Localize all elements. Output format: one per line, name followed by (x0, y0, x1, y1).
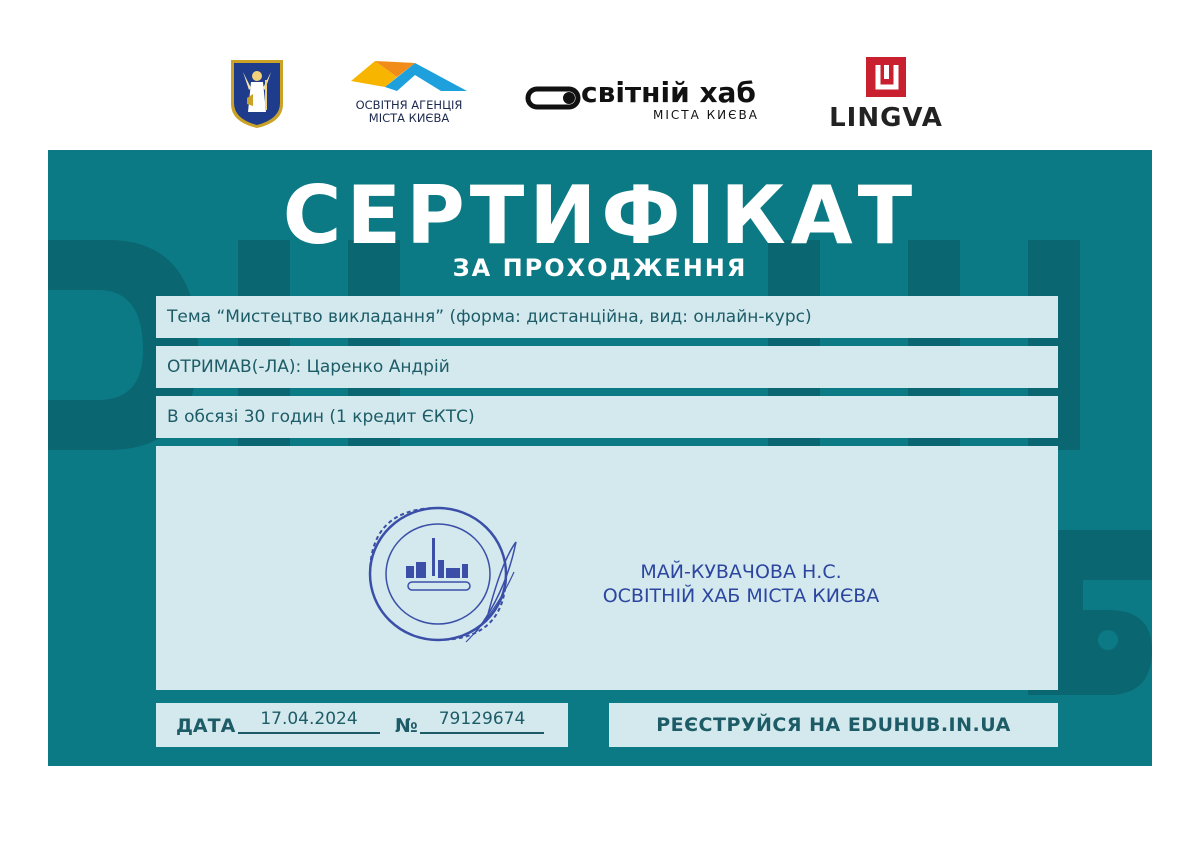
hub-pill-icon (525, 86, 583, 112)
signer-block (516, 560, 966, 608)
agency-name-line1: ОСВІТНЯ АГЕНЦІЯ (355, 98, 463, 112)
lingva-mark-icon (866, 57, 906, 97)
course-volume-field: В обсязі 30 годин (1 кредит ЄКТС) (156, 396, 1058, 438)
kyiv-coat-of-arms-logo (229, 58, 285, 130)
signer-name: МАЙ-КУВАЧОВА Н.С. (640, 561, 842, 583)
date-value: 17.04.2024 (238, 709, 380, 734)
official-stamp-icon (366, 502, 518, 646)
hub-subtitle: МІСТА КИЄВА (653, 108, 759, 122)
recipient-field: ОТРИМАВ(-ЛА): Царенко Андрій (156, 346, 1058, 388)
certificate-title: СЕРТИФІКАТ (282, 169, 918, 262)
hub-title: світній хаб (581, 76, 756, 109)
education-hub-logo (525, 78, 775, 126)
agency-mountain-icon (345, 57, 473, 99)
agency-name-line2: МІСТА КИЄВА (368, 111, 450, 125)
date-label: ДАТА (176, 715, 236, 737)
register-banner: РЕЄСТРУЙСЯ НА EDUHUB.IN.UA (609, 703, 1058, 747)
date-number-box (156, 703, 568, 747)
kyiv-coat-of-arms-icon (229, 58, 285, 130)
lingva-logo (828, 57, 944, 133)
education-agency-logo (345, 57, 473, 127)
signature-area (156, 446, 1058, 690)
signer-organization: ОСВІТНІЙ ХАБ МІСТА КИЄВА (602, 585, 880, 607)
certificate-number: 79129674 (420, 709, 544, 734)
course-topic-field: Тема “Мистецтво викладання” (форма: дистанційна, вид: онлайн-курс) (156, 296, 1058, 338)
number-label: № (395, 715, 418, 737)
lingva-wordmark: LINGVA (829, 103, 943, 133)
certificate-subtitle: ЗА ПРОХОДЖЕННЯ (452, 254, 748, 282)
